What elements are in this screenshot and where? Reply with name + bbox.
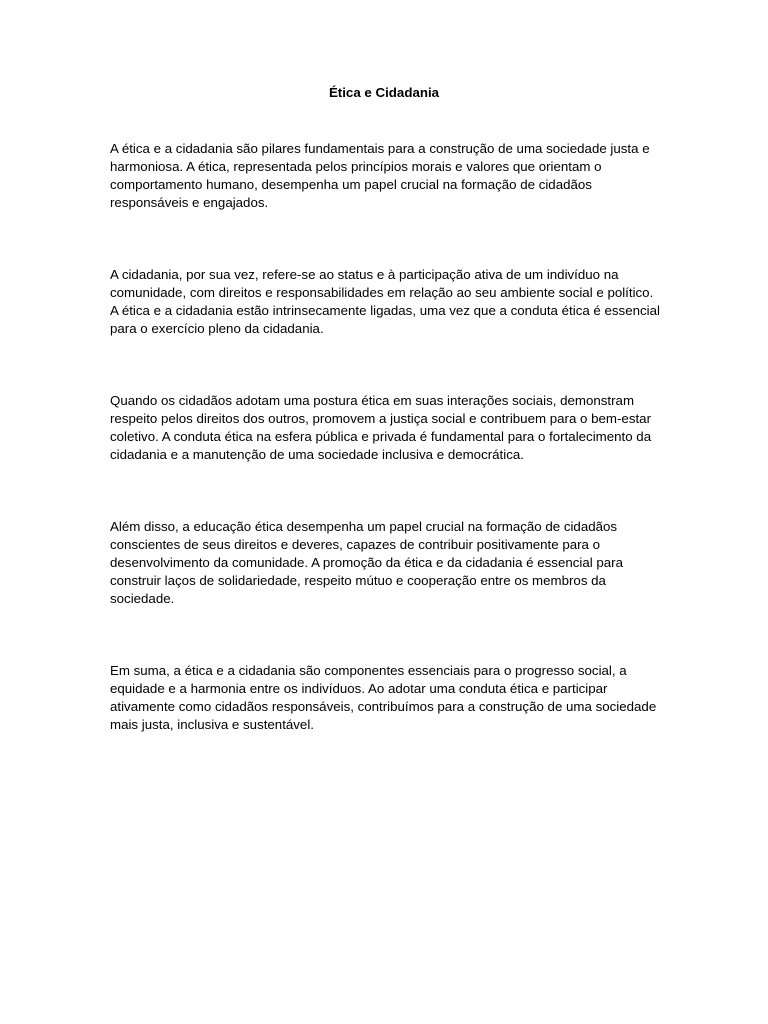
- paragraph-3: Quando os cidadãos adotam uma postura ética em suas interações sociais, demonstram respeito pelos direitos dos outros, promovem a justiça social e contribuem para o bem-estar coletivo. A conduta ética na esfera pública e privada é fundamental para o fortalecimento da cidadania e a manutenção de uma sociedade inclusiva e democrática.: [110, 393, 652, 462]
- paragraph-1: A ética e a cidadania são pilares fundamentais para a construção de uma sociedade justa e harmoniosa. A ética, representada pelos princípios morais e valores que orientam o comportamento humano, desempenha um papel crucial na formação de cidadãos responsáveis e engajados.: [110, 141, 650, 210]
- document-title: Ética e Cidadania: [328, 85, 440, 100]
- paragraph-4: Além disso, a educação ética desempenha um papel crucial na formação de cidadãos conscientes de seus direitos e deveres, capazes de contribuir positivamente para o desenvolvimento da comunidade. A promoção da ética e da cidadania é essencial para construir laços de solidariedade, respeito mútuo e cooperação entre os membros da sociedade.: [110, 519, 624, 606]
- paragraph-2: A cidadania, por sua vez, refere-se ao status e à participação ativa de um indivíduo na comunidade, com direitos e responsabilidades em relação ao seu ambiente social e político. A ética e a cidadania estão intrinsecamente ligadas, uma vez que a conduta ética é essencial para o exercício pleno da cidadania.: [110, 267, 660, 336]
- paragraph-5: Em suma, a ética e a cidadania são componentes essenciais para o progresso social, a equidade e a harmonia entre os indivíduos. Ao adotar uma conduta ética e participar ativamente como cidadãos responsáveis, contribuímos para a construção de uma sociedade mais justa, inclusiva e sustentável.: [110, 663, 657, 732]
- document-body: [110, 140, 662, 788]
